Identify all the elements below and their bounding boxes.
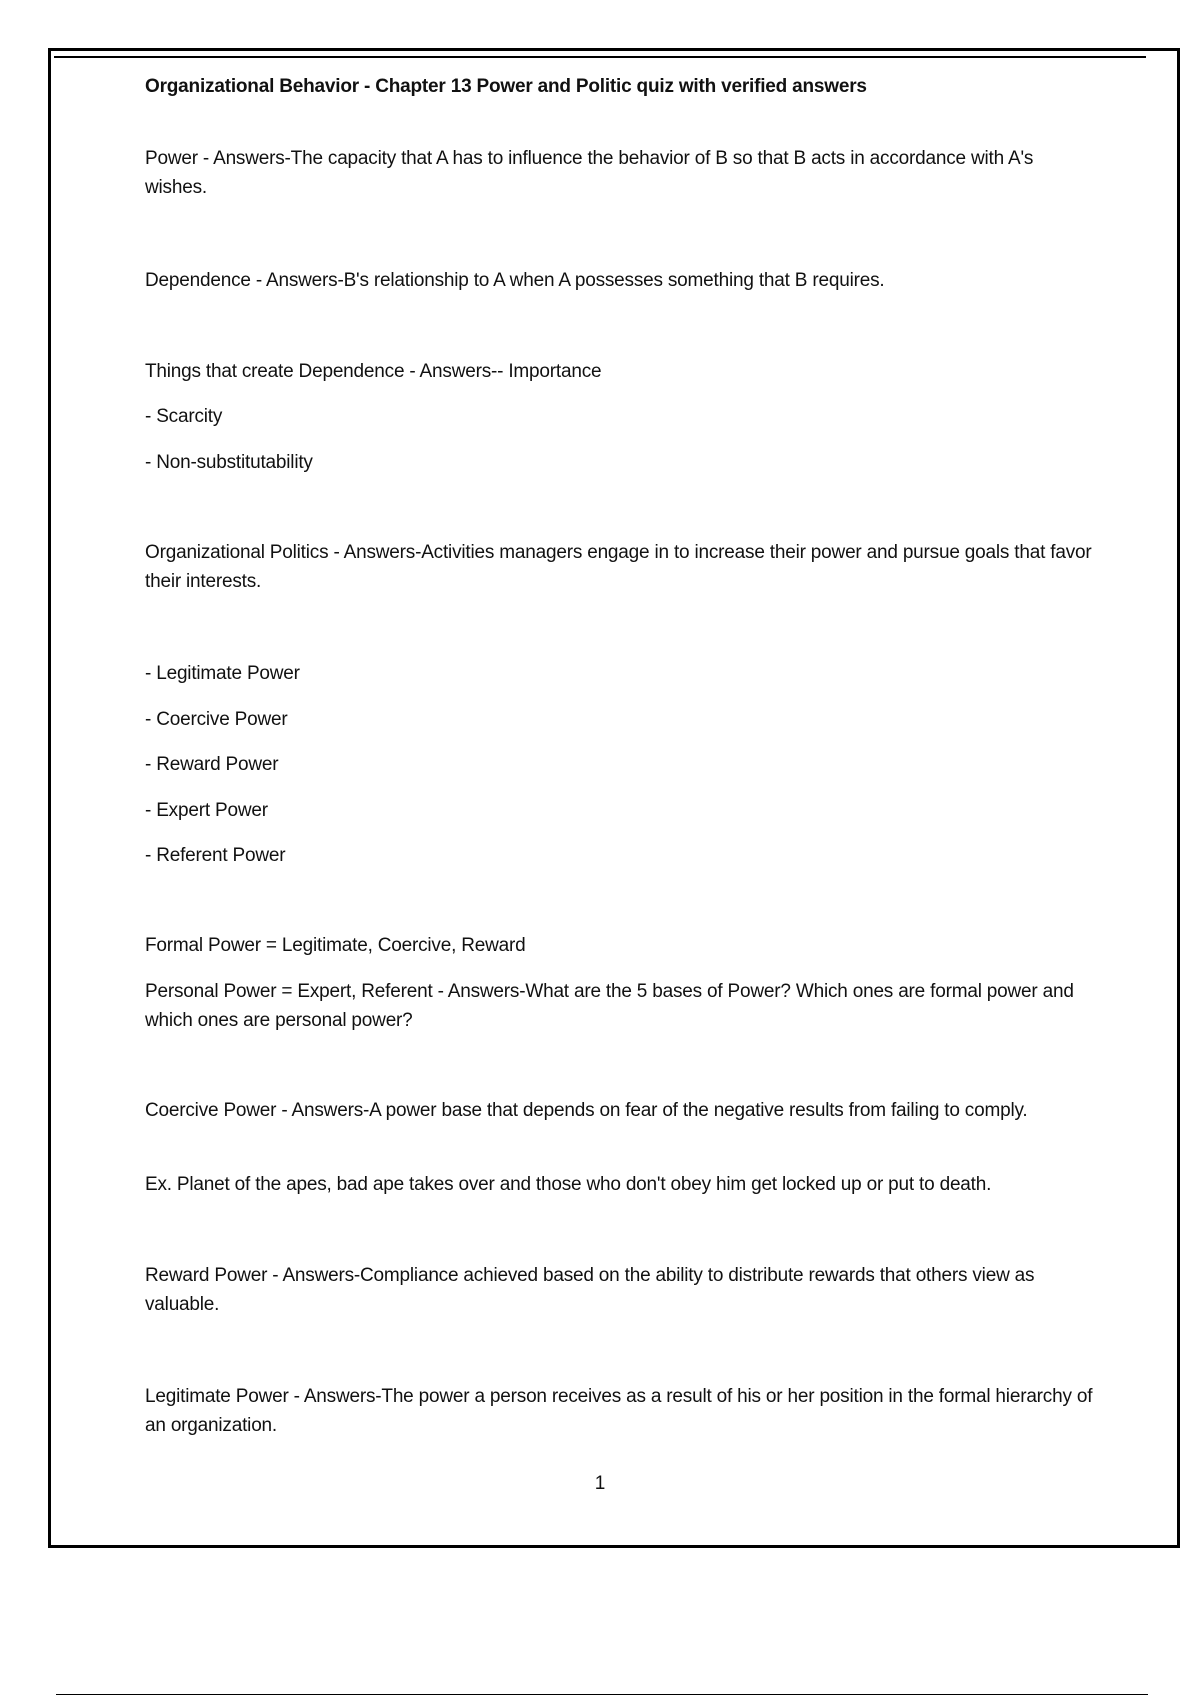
bottom-rule [56, 1694, 1148, 1695]
document-title: Organizational Behavior - Chapter 13 Power and Politic quiz with verified answers [145, 76, 867, 97]
entry-legitimate-power: Legitimate Power - Answers-The power a person receives as a result of his or her position in the formal hierarchy of an organization. [145, 1386, 1093, 1436]
entry-organizational-politics: Organizational Politics - Answers-Activities managers engage in to increase their power and pursue goals that favor their interests. [145, 542, 1092, 592]
entry-reward-power: Reward Power - Answers-Compliance achieved based on the ability to distribute rewards that others view as valuable. [145, 1265, 1035, 1315]
entry-formal-power: Formal Power = Legitimate, Coercive, Reward [145, 935, 526, 956]
list-item: - Scarcity [145, 406, 223, 427]
list-item: - Referent Power [145, 845, 286, 866]
entry-coercive-example: Ex. Planet of the apes, bad ape takes over and those who don't obey him get locked up or put to death. [145, 1174, 992, 1195]
top-rule [54, 56, 1146, 58]
page-number: 1 [594, 1473, 606, 1494]
entry-dependence: Dependence - Answers-B's relationship to A when A possesses something that B requires. [145, 270, 885, 291]
list-item: - Legitimate Power [145, 663, 300, 684]
list-item: - Coercive Power [145, 709, 288, 730]
entry-power: Power - Answers-The capacity that A has to influence the behavior of B so that B acts in accordance with A's wishes. [145, 148, 1034, 198]
list-item: - Non-substitutability [145, 452, 313, 473]
list-item: - Expert Power [145, 800, 268, 821]
entry-coercive-power: Coercive Power - Answers-A power base that depends on fear of the negative results from failing to comply. [145, 1100, 1028, 1121]
list-item: - Reward Power [145, 754, 279, 775]
entry-dependence-factors: Things that create Dependence - Answers-- Importance [145, 361, 602, 382]
entry-personal-power: Personal Power = Expert, Referent - Answers-What are the 5 bases of Power? Which ones are formal power and which ones are personal power? [145, 981, 1074, 1031]
